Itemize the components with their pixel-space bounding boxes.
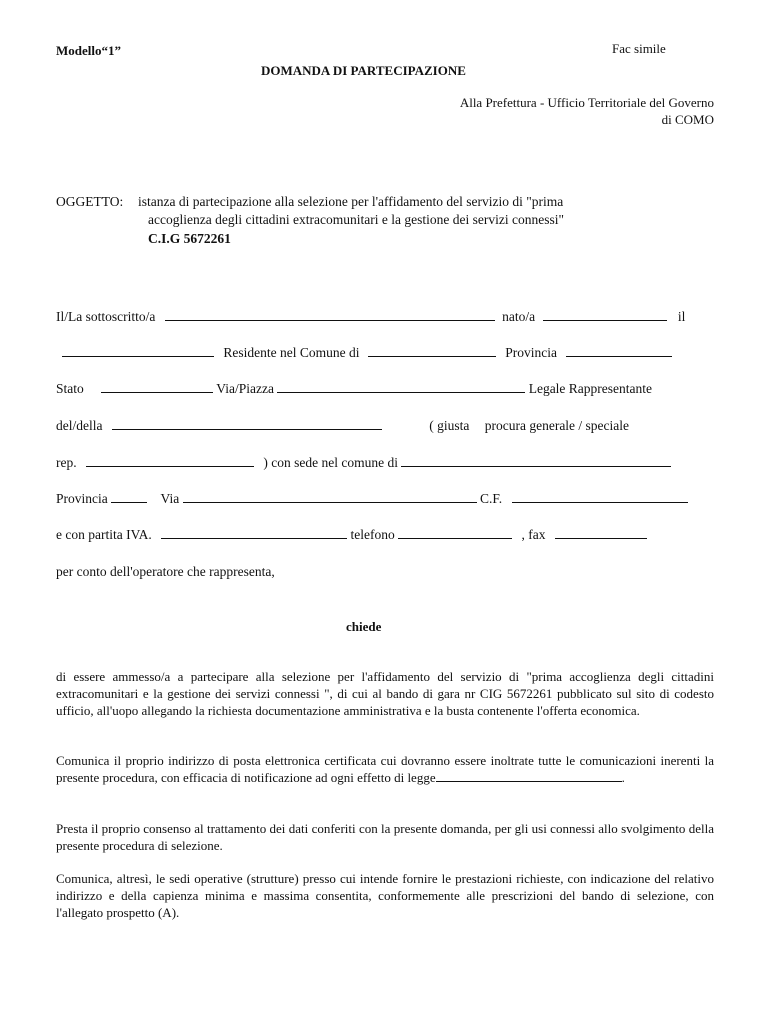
province2-label: Provincia: [56, 491, 108, 506]
chiede-heading: chiede: [346, 619, 382, 634]
form-row-5: [56, 455, 694, 470]
proxy-open-label: ( giusta: [429, 418, 470, 433]
subject-line-1: istanza di partecipazione alla selezione per l'affidamento del servizio di "prima: [138, 194, 564, 209]
form-row-2: [56, 345, 694, 360]
province-field[interactable]: [566, 345, 672, 357]
pec-field[interactable]: [436, 770, 622, 782]
form-row-1: [56, 309, 694, 324]
street2-field[interactable]: [183, 491, 477, 503]
residence-field[interactable]: [368, 345, 496, 357]
province-label: Provincia: [505, 345, 557, 360]
rep-field[interactable]: [86, 455, 254, 467]
form-row-7: [56, 527, 694, 542]
state-field[interactable]: [101, 381, 213, 393]
undersigned-field[interactable]: [165, 309, 495, 321]
form-row-3: [56, 381, 694, 396]
phone-field[interactable]: [398, 527, 512, 539]
vat-label: e con partita IVA.: [56, 527, 152, 542]
fac-simile-label: Fac simile: [612, 41, 666, 56]
form-row-6: [56, 491, 694, 506]
fax-field[interactable]: [555, 527, 647, 539]
pec-end: .: [621, 770, 625, 785]
registered-office-label: ) con sede nel comune di: [263, 455, 398, 470]
form-row-4: [56, 418, 694, 433]
legal-rep-label: Legale Rappresentante: [528, 381, 653, 396]
registered-office-field[interactable]: [401, 455, 671, 467]
paragraph-pec: [56, 752, 714, 786]
province2-field[interactable]: [111, 491, 147, 503]
on-behalf-line: per conto dell'operatore che rappresenta,: [56, 564, 275, 579]
fax-label: , fax: [521, 527, 546, 542]
recipient-line-1: Alla Prefettura - Ufficio Territoriale del Governo: [459, 95, 714, 110]
subject-label: OGGETTO:: [56, 194, 124, 209]
document-title: DOMANDA DI PARTECIPAZIONE: [261, 63, 466, 78]
rep-label: rep.: [56, 455, 77, 470]
proxy-label: procura generale / speciale: [484, 418, 630, 433]
state-label: Stato: [56, 381, 84, 396]
born-label: nato/a: [502, 309, 536, 324]
pec-text: Comunica il proprio indirizzo di posta elettronica certificata cui dovranno essere inoltrate tutte le comunicazioni inerenti la presente procedura, con efficacia di notificazione ad ogni effetto di legge: [56, 753, 714, 785]
birthplace-field[interactable]: [543, 309, 667, 321]
tax-code-field[interactable]: [512, 491, 688, 503]
recipient-line-2: di COMO: [661, 112, 714, 127]
birthdate-field[interactable]: [62, 345, 214, 357]
paragraph-participation: di essere ammesso/a a partecipare alla selezione per l'affidamento del servizio di "prima accoglienza degli cittadini extracomunitari e la gestione dei servizi connessi ", di cui al bando di gara nr CIG 5672261 pubblicato sul sito di codesto ufficio, all'uopo allegando la richiesta documentazione amministrativa e la busta contenente l'offerta economica.: [56, 669, 714, 718]
subject-cig: C.I.G 5672261: [148, 231, 231, 246]
street2-label: Via: [160, 491, 180, 506]
on-label: il: [677, 309, 686, 324]
model-label: Modello“1”: [56, 43, 121, 58]
of-label: del/della: [56, 418, 103, 433]
undersigned-label: Il/La sottoscritto/a: [56, 309, 156, 324]
vat-field[interactable]: [161, 527, 347, 539]
tax-code-label: C.F.: [479, 491, 503, 506]
resident-label: Residente nel Comune di: [223, 345, 360, 360]
phone-label: telefono: [350, 527, 395, 542]
paragraph-operative-sites: Comunica, altresì, le sedi operative (strutture) presso cui intende fornire le prestazioni richieste, con indicazione del relativo indirizzo e della capienza minima e massima consentita, conformemente alle prescrizioni del bando di selezione, con l'allegato prospetto (A).: [56, 871, 714, 920]
subject-line-2: accoglienza degli cittadini extracomunitari e la gestione dei servizi connessi": [148, 212, 564, 227]
paragraph-consent: Presta il proprio consenso al trattamento dei dati conferiti con la presente domanda, per gli usi connessi allo svolgimento della presente procedura di selezione.: [56, 821, 714, 853]
street-field[interactable]: [277, 381, 525, 393]
street-label: Via/Piazza: [216, 381, 274, 396]
company-field[interactable]: [112, 418, 382, 430]
